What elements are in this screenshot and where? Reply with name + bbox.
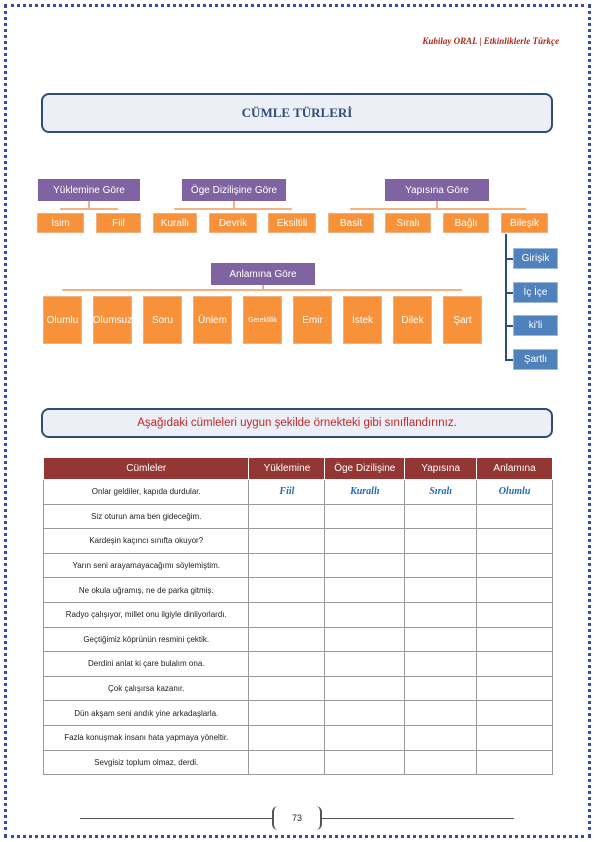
answer-yuklemine[interactable]: Fiil	[249, 480, 325, 505]
answer-yapisina[interactable]: Sıralı	[405, 480, 477, 505]
sentence-cell: Ne okula uğramış, ne de parka gitmiş.	[44, 578, 249, 603]
table-row	[44, 652, 553, 677]
answer-yapisina[interactable]	[405, 553, 477, 578]
sentence-cell: Kardeşin kaçıncı sınıfta okuyor?	[44, 529, 249, 554]
page-header	[422, 36, 559, 46]
answer-oge-dizilisine[interactable]	[325, 725, 405, 750]
answer-oge-dizilisine[interactable]	[325, 553, 405, 578]
header-separator: |	[479, 36, 482, 46]
answer-yapisina[interactable]	[405, 627, 477, 652]
leaf-dilek: Dilek	[393, 296, 432, 344]
header-anlamina: Anlamına	[477, 458, 553, 480]
answer-yuklemine[interactable]	[249, 627, 325, 652]
sentence-cell: Radyo çalışıyor, millet onu ilgiyle dinliyorlardı.	[44, 602, 249, 627]
answer-anlamina[interactable]	[477, 529, 553, 554]
leaf-bilesik: Bileşik	[501, 213, 548, 233]
sentence-cell: Onlar geldiler, kapıda durdular.	[44, 480, 249, 505]
answer-yapisina[interactable]	[405, 602, 477, 627]
answer-anlamina[interactable]	[477, 627, 553, 652]
sentence-cell: Dün akşam seni andık yine arkadaşlarla.	[44, 701, 249, 726]
answer-oge-dizilisine[interactable]	[325, 578, 405, 603]
answer-anlamina[interactable]	[477, 676, 553, 701]
leaf-kuralli: Kurallı	[153, 213, 197, 233]
answer-anlamina[interactable]	[477, 578, 553, 603]
header-yuklemine: Yüklemine	[249, 458, 325, 480]
answer-anlamina[interactable]	[477, 701, 553, 726]
sentence-cell: Yarın seni arayamayacağımı söylemiştim.	[44, 553, 249, 578]
answer-yuklemine[interactable]	[249, 701, 325, 726]
footer-rule-right	[322, 818, 514, 819]
sentence-cell: Siz oturun ama ben gideceğim.	[44, 504, 249, 529]
connector	[60, 208, 118, 210]
leaf-olumlu: Olumlu	[43, 296, 82, 344]
answer-oge-dizilisine[interactable]: Kurallı	[325, 480, 405, 505]
leaf-sart: Şart	[443, 296, 482, 344]
leaf-emir: Emir	[293, 296, 332, 344]
instruction: Aşağıdaki cümleleri uygun şekilde örnekteki gibi sınıflandırınız.	[41, 408, 553, 438]
answer-oge-dizilisine[interactable]	[325, 701, 405, 726]
answer-anlamina[interactable]	[477, 553, 553, 578]
table-row	[44, 750, 553, 775]
table-row	[44, 725, 553, 750]
answer-oge-dizilisine[interactable]	[325, 504, 405, 529]
sentence-cell: Geçtiğimiz köprünün resmini çektik.	[44, 627, 249, 652]
connector	[174, 208, 292, 210]
table-row	[44, 529, 553, 554]
answer-yuklemine[interactable]	[249, 602, 325, 627]
header-series: Etkinliklerle Türkçe	[483, 36, 559, 46]
answer-yapisina[interactable]	[405, 529, 477, 554]
category-yapisina-gore: Yapısına Göre	[385, 179, 489, 201]
leaf-soru: Soru	[143, 296, 182, 344]
table-row	[44, 676, 553, 701]
category-anlamina-gore: Anlamına Göre	[211, 263, 315, 285]
table-row	[44, 578, 553, 603]
table-row	[44, 553, 553, 578]
answer-oge-dizilisine[interactable]	[325, 602, 405, 627]
answer-yapisina[interactable]	[405, 725, 477, 750]
answer-yapisina[interactable]	[405, 652, 477, 677]
header-oge-dizilisine: Öge Dizilişine	[325, 458, 405, 480]
header-cumleler: Cümleler	[44, 458, 249, 480]
leaf-fiil: Fiil	[96, 213, 141, 233]
sub-kili: ki'li	[513, 315, 558, 336]
leaf-bagli: Bağlı	[443, 213, 489, 233]
answer-yuklemine[interactable]	[249, 676, 325, 701]
answer-oge-dizilisine[interactable]	[325, 652, 405, 677]
answer-yapisina[interactable]	[405, 750, 477, 775]
answer-anlamina[interactable]	[477, 602, 553, 627]
leaf-istek: İstek	[343, 296, 382, 344]
connector	[505, 325, 513, 327]
answer-anlamina[interactable]	[477, 504, 553, 529]
leaf-unlem: Ünlem	[193, 296, 232, 344]
answer-yuklemine[interactable]	[249, 578, 325, 603]
page-title: CÜMLE TÜRLERİ	[41, 93, 553, 133]
bilesik-connector	[505, 234, 507, 361]
answer-oge-dizilisine[interactable]	[325, 627, 405, 652]
answer-yuklemine[interactable]	[249, 725, 325, 750]
connector	[505, 292, 513, 294]
table-row	[44, 480, 553, 505]
footer-rule-left	[80, 818, 272, 819]
leaf-isim: İsim	[37, 213, 84, 233]
answer-yapisina[interactable]	[405, 676, 477, 701]
sub-sartli: Şartlı	[513, 349, 558, 370]
connector	[62, 289, 462, 291]
leaf-eksiltili: Eksiltili	[268, 213, 316, 233]
table-row	[44, 602, 553, 627]
answer-yuklemine[interactable]	[249, 553, 325, 578]
connector	[505, 359, 513, 361]
sentence-cell: Çok çalışırsa kazanır.	[44, 676, 249, 701]
answer-oge-dizilisine[interactable]	[325, 529, 405, 554]
leaf-devrik: Devrik	[209, 213, 257, 233]
answer-yuklemine[interactable]	[249, 529, 325, 554]
sentence-cell: Derdini anlat ki çare bulalım ona.	[44, 652, 249, 677]
answer-anlamina[interactable]	[477, 750, 553, 775]
answer-yapisina[interactable]	[405, 504, 477, 529]
answer-yapisina[interactable]	[405, 578, 477, 603]
leaf-gereklilik: Gereklilik	[243, 296, 282, 344]
sub-ic-ice: İç İçe	[513, 282, 558, 303]
answer-anlamina[interactable]: Olumlu	[477, 480, 553, 505]
answer-yapisina[interactable]	[405, 701, 477, 726]
category-yuklemine-gore: Yüklemine Göre	[38, 179, 140, 201]
connector	[505, 258, 513, 260]
answer-yuklemine[interactable]	[249, 652, 325, 677]
sub-girisik: Girişik	[513, 248, 558, 269]
table-header-row	[44, 458, 553, 480]
sentence-cell: Sevgisiz toplum olmaz, derdi.	[44, 750, 249, 775]
sentence-cell: Fazla konuşmak insanı hata yapmaya yöneltir.	[44, 725, 249, 750]
answer-anlamina[interactable]	[477, 652, 553, 677]
connector	[350, 208, 526, 210]
leaf-sirali: Sıralı	[385, 213, 431, 233]
table-row	[44, 504, 553, 529]
answer-oge-dizilisine[interactable]	[325, 676, 405, 701]
answer-yuklemine[interactable]	[249, 504, 325, 529]
table-row	[44, 701, 553, 726]
answer-anlamina[interactable]	[477, 725, 553, 750]
page-number: 73	[272, 806, 322, 830]
answer-oge-dizilisine[interactable]	[325, 750, 405, 775]
leaf-olumsuz: Olumsuz	[93, 296, 132, 344]
answer-yuklemine[interactable]	[249, 750, 325, 775]
leaf-basit: Basit	[328, 213, 374, 233]
classification-table	[43, 457, 553, 775]
category-oge-dizilisine-gore: Öge Dizilişine Göre	[182, 179, 286, 201]
table-row	[44, 627, 553, 652]
header-yapisina: Yapısına	[405, 458, 477, 480]
header-author: Kubilay ORAL	[422, 36, 478, 46]
